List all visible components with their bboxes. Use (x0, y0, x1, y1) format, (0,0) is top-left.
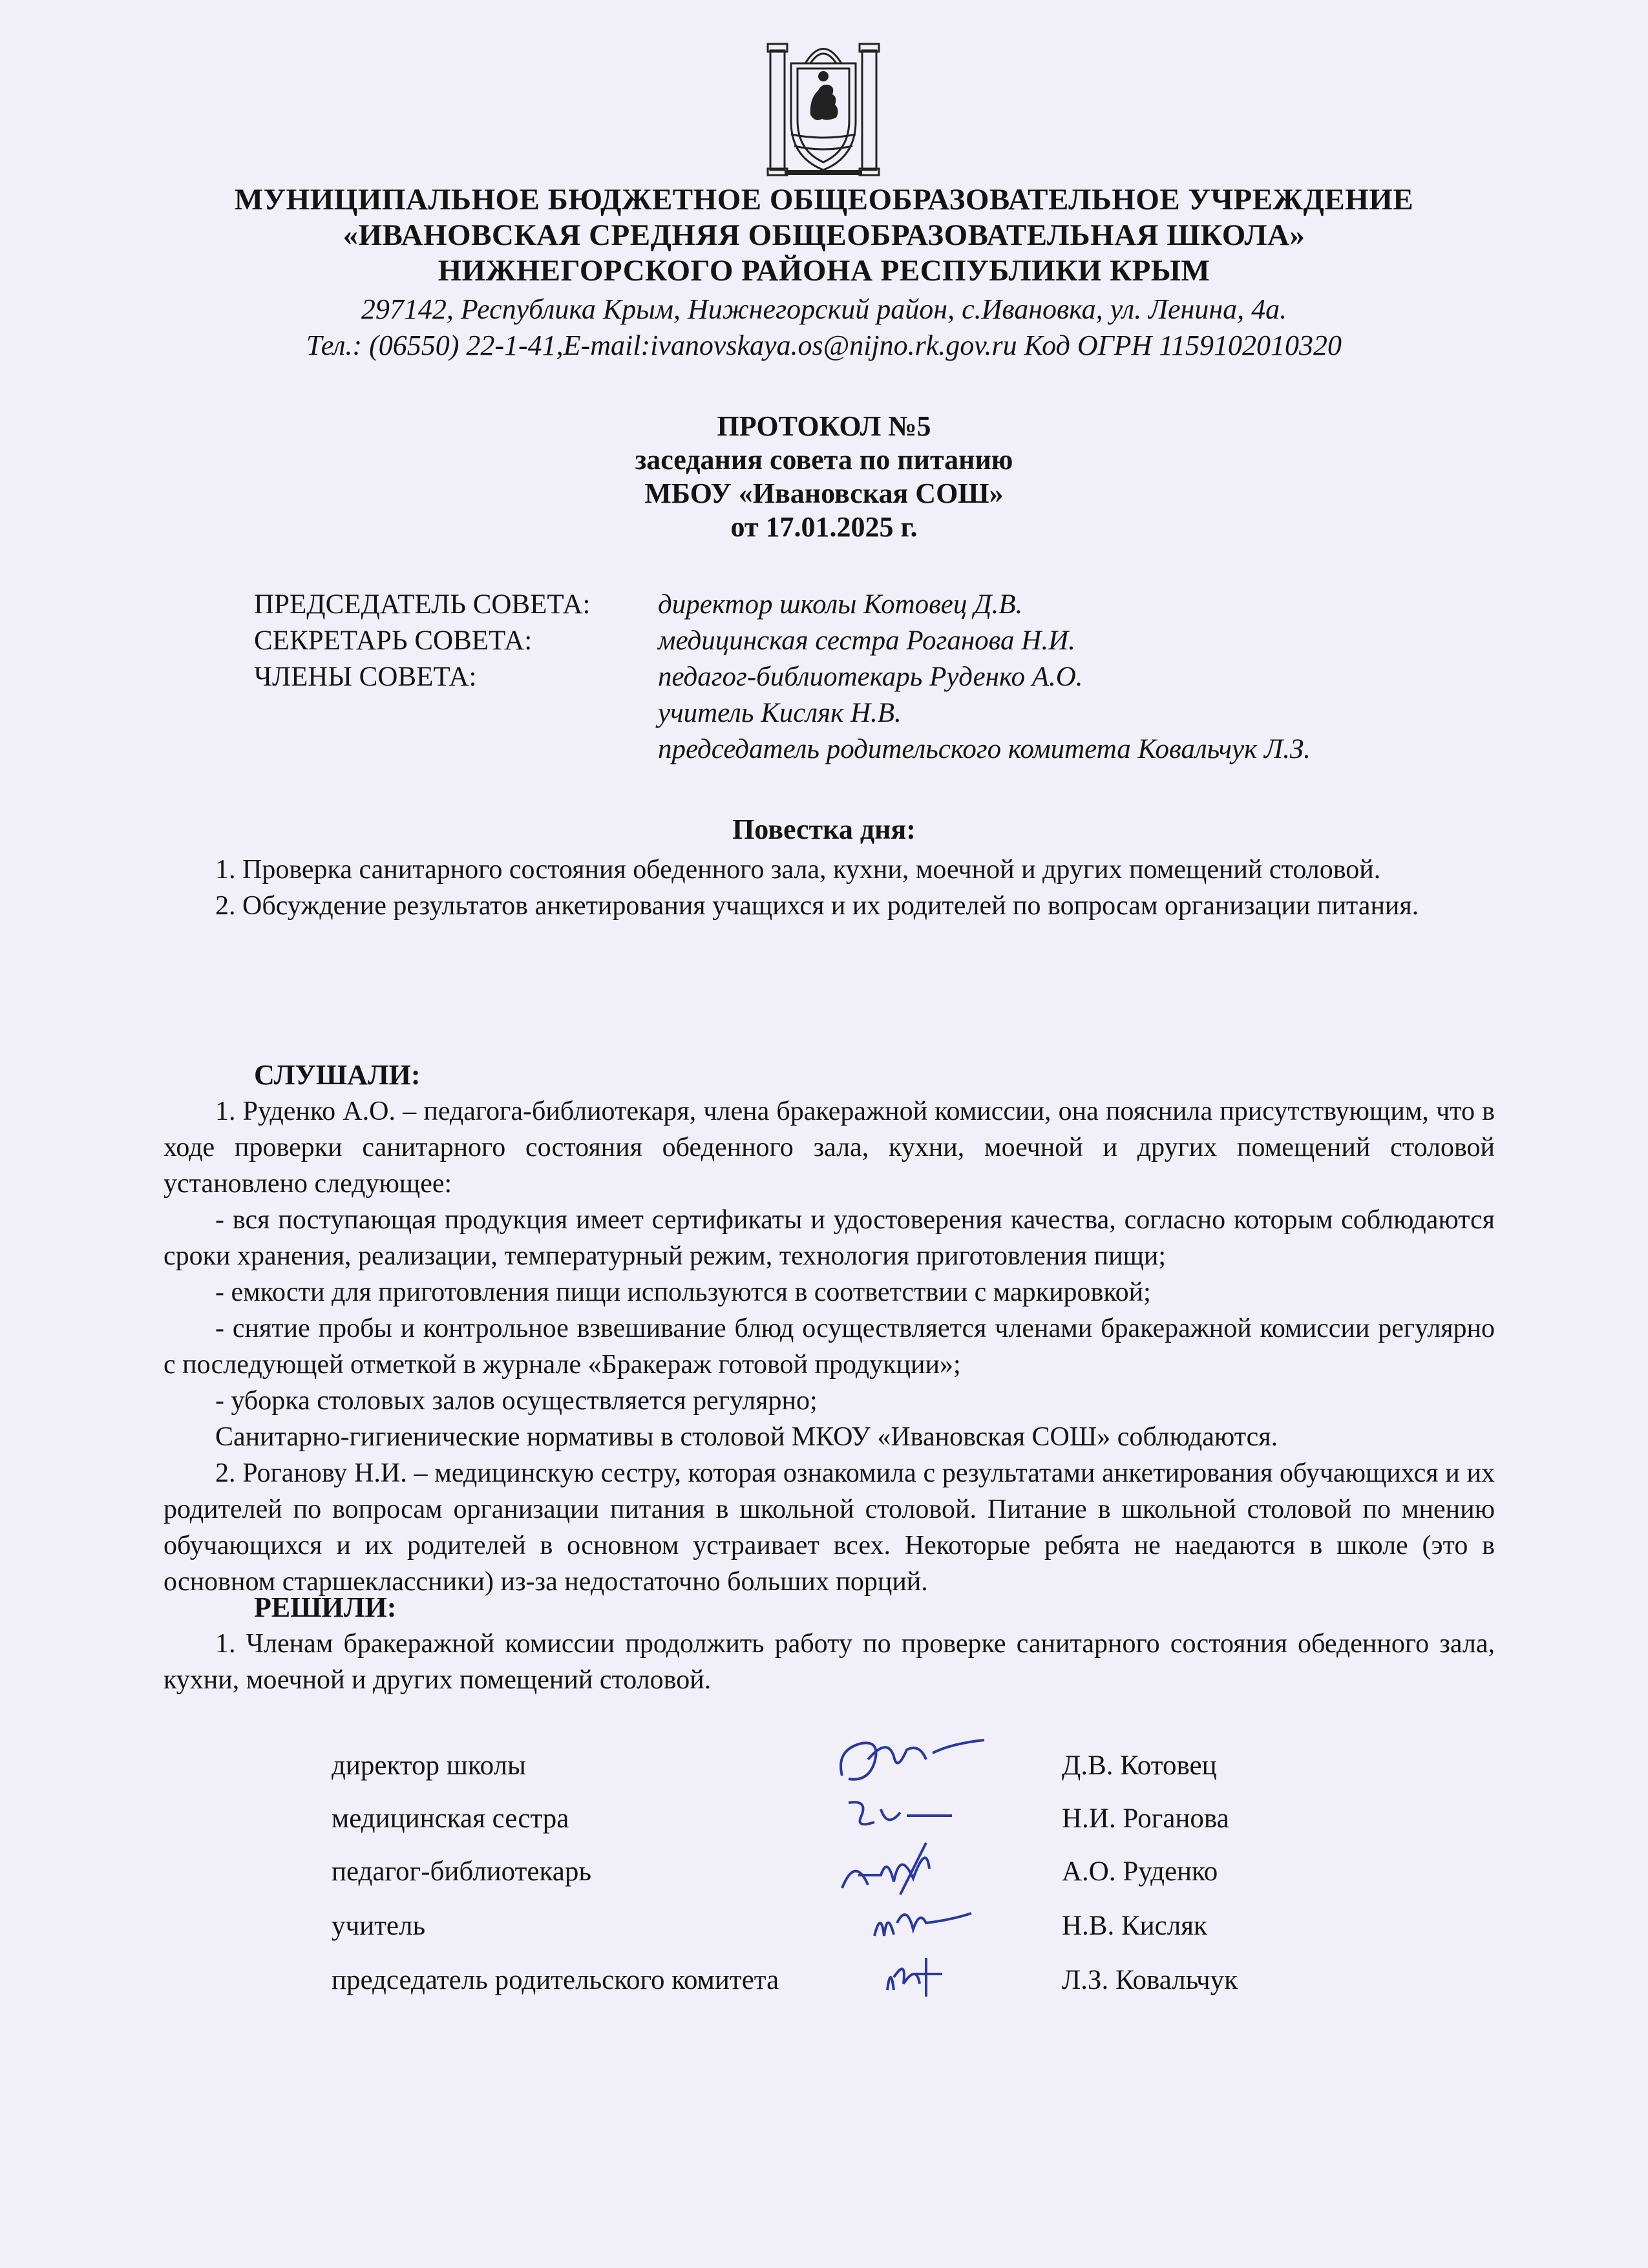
heard-bullet-2: - емкости для приготовления пищи используются в соответствии с маркировкой; (215, 1277, 1151, 1307)
signature-role: директор школы (332, 1750, 526, 1781)
decided-section (164, 1590, 1495, 1698)
heard-norms: Санитарно-гигиенические нормативы в столовой МКОУ «Ивановская СОШ» соблюдаются. (215, 1422, 1278, 1452)
secretary-value: медицинская сестра Роганова Н.И. (658, 625, 1075, 656)
signature-role: педагог-библиотекарь (332, 1856, 591, 1887)
handwritten-signature-icon (823, 1938, 991, 2016)
protocol-date: от 17.01.2025 г. (730, 511, 918, 543)
member-1: педагог-библиотекарь Руденко А.О. (658, 662, 1083, 692)
coat-of-arms-icon (765, 37, 882, 180)
signature-role: учитель (332, 1911, 426, 1941)
org-name-line2: «ИВАНОВСКАЯ СРЕДНЯЯ ОБЩЕОБРАЗОВАТЕЛЬНАЯ ШКОЛА» (343, 218, 1305, 252)
protocol-subtitle1: заседания совета по питанию (635, 444, 1013, 476)
secretary-label: СЕКРЕТАРЬ СОВЕТА: (254, 625, 533, 656)
signature-role: медицинская сестра (332, 1803, 569, 1834)
signature-name: Л.З. Ковальчук (1062, 1965, 1238, 1995)
decided-heading: РЕШИЛИ: (254, 1591, 397, 1623)
org-contacts: Тел.: (06550) 22-1-41,E-mail:ivanovskaya.os@nijno.rk.gov.ru Код ОГРН 1159102010320 (306, 330, 1342, 361)
agenda-heading: Повестка дня: (732, 814, 916, 845)
signature-name: Н.И. Роганова (1062, 1803, 1229, 1834)
signature-role: председатель родительского комитета (332, 1965, 779, 1995)
decided-paragraph-1: 1. Членам бракеражной комиссии продолжить работу по проверке санитарного состояния обеденного зала, кухни, моечной и других помещений столовой. (164, 1629, 1495, 1695)
agenda-item-2: 2. Обсуждение результатов анкетирования учащихся и их родителей по вопросам организации питания. (215, 891, 1419, 921)
heard-paragraph-2: 2. Роганову Н.И. – медицинскую сестру, которая ознакомила с результатами анкетирования обучающихся и их родителей по вопросам организации питания в школьной столовой. Питание в школьной столовой по мнению обучающихся и их родителей в основном устраивает всех. Некоторые ребята не наедаются в школе (это в основном старшеклассники) из-за недостаточно больших порций. (164, 1458, 1495, 1597)
member-3: председатель родительского комитета Ковальчук Л.З. (658, 734, 1311, 764)
org-name-line3: НИЖНЕГОРСКОГО РАЙОНА РЕСПУБЛИКИ КРЫМ (438, 254, 1210, 288)
chair-value: директор школы Котовец Д.В. (658, 589, 1023, 620)
agenda-item-1: 1. Проверка санитарного состояния обеденного зала, кухни, моечной и других помещений столовой. (215, 855, 1381, 885)
heard-bullet-4: - уборка столовых залов осуществляется регулярно; (215, 1386, 818, 1416)
heard-paragraph-1: 1. Руденко А.О. – педагога-библиотекаря, члена бракеражной комиссии, она пояснила присутствующим, что в ходе проверки санитарного состояния обеденного зала, кухни, моечной и других помещений столовой установлено следующее: (164, 1097, 1495, 1199)
org-address: 297142, Республика Крым, Нижнегорский район, с.Ивановка, ул. Ленина, 4а. (361, 293, 1287, 325)
protocol-title: ПРОТОКОЛ №5 (717, 410, 931, 442)
signature-name: Н.В. Кисляк (1062, 1911, 1207, 1941)
members-label: ЧЛЕНЫ СОВЕТА: (254, 662, 477, 692)
org-name-line1: МУНИЦИПАЛЬНОЕ БЮДЖЕТНОЕ ОБЩЕОБРАЗОВАТЕЛЬНОЕ УЧРЕЖДЕНИЕ (234, 183, 1414, 216)
signature-name: А.О. Руденко (1062, 1856, 1218, 1887)
agenda-list (164, 852, 1495, 924)
member-2: учитель Кисляк Н.В. (658, 698, 902, 728)
protocol-subtitle2: МБОУ «Ивановская СОШ» (644, 478, 1004, 509)
signature-row (332, 1964, 1495, 2003)
signature-name: Д.В. Котовец (1062, 1750, 1217, 1781)
heard-bullet-1: - вся поступающая продукция имеет сертификаты и удостоверения качества, согласно которым соблюдаются сроки хранения, реализации, температурный режим, технология приготовления пищи; (164, 1205, 1495, 1271)
chair-label: ПРЕДСЕДАТЕЛЬ СОВЕТА: (254, 589, 591, 620)
heard-bullet-3: - снятие пробы и контрольное взвешивание блюд осуществляется членами бракеражной комиссии регулярно с последующей отметкой в журнале «Бракераж готовой продукции»; (164, 1314, 1495, 1380)
heard-section (164, 1057, 1495, 1600)
heard-heading: СЛУШАЛИ: (254, 1059, 421, 1091)
